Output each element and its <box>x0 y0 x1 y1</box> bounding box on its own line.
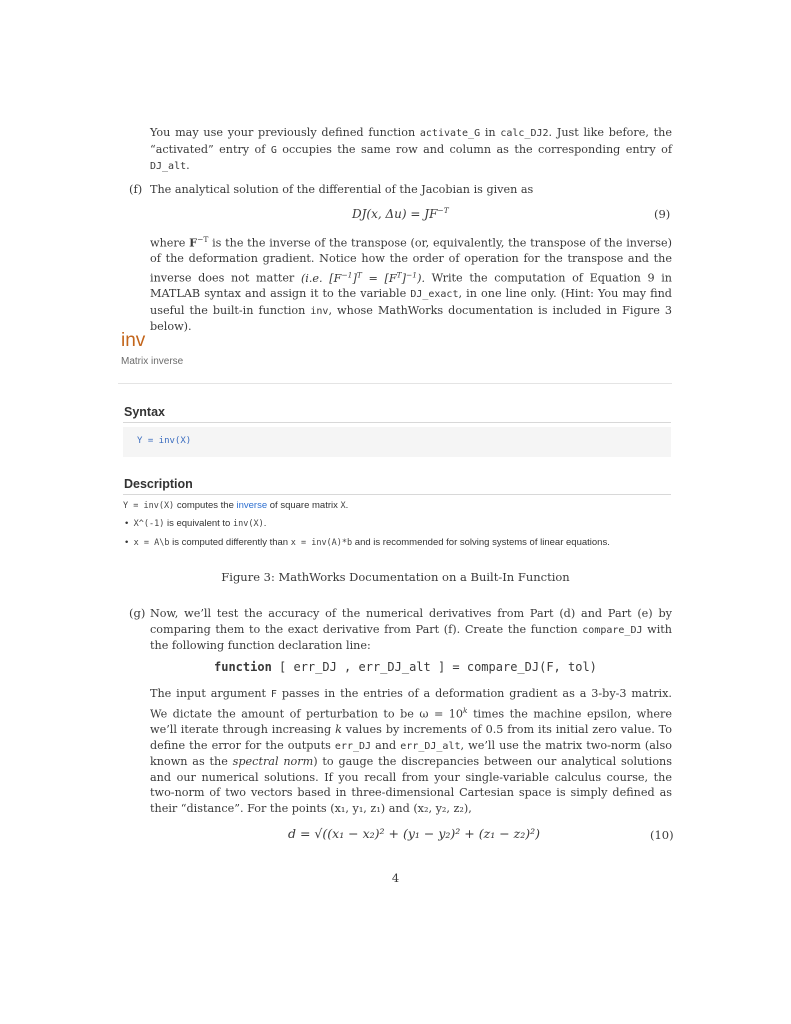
intro-text: in <box>484 126 496 139</box>
part-f-text: where <box>150 236 186 250</box>
bullet-text: is equivalent to <box>164 518 233 529</box>
part-f-intro: The analytical solution of the differential of the Jacobian is given as <box>150 183 534 196</box>
part-g-text: passes in the entries of a deformation gradient as a 3-by-3 matrix. We dictate the amount of perturbation to be ω = 10 <box>150 687 672 721</box>
code-inv: inv <box>310 305 329 317</box>
part-g-text: Now, we’ll test the accuracy of the numerical derivatives from Part (d) and Part (e) by comparing them to the exact derivative from Part (f). Create the function <box>150 607 672 636</box>
description-heading: Description <box>124 477 193 491</box>
intro-text: . Just like before, the “activated” entry of <box>150 126 672 156</box>
exp-k: k <box>463 705 468 715</box>
bullet-text: is computed differently than <box>169 537 291 548</box>
equation-9-exp: −T <box>437 206 449 215</box>
identity-part: = [F <box>361 271 397 285</box>
part-g-intro <box>150 606 672 654</box>
intro-text: . <box>186 159 190 173</box>
syntax-divider <box>123 422 671 423</box>
doc-divider <box>118 383 672 384</box>
exp-minus-t: −T <box>197 235 209 244</box>
equation-9-body: DJ(x, Δu) = JF <box>352 207 438 221</box>
part-f-text: is the the inverse of the transpose (or, equivalently, the transpose of the inverse) of the deformation gradient. Notice how the order of operation for the transpose and the inverse does not matter <box>150 236 673 285</box>
part-g-text: values by increments of 0.5 from its initial zero value. To define the error for the outputs <box>150 722 672 752</box>
part-g-text: and <box>375 738 397 752</box>
identity-part: T <box>356 269 362 279</box>
identity-part: T <box>396 269 402 279</box>
part-g-label: (g) <box>129 606 146 620</box>
equation-10-number: (10) <box>650 828 674 842</box>
function-declaration <box>214 660 597 674</box>
description-divider <box>123 494 671 495</box>
declaration-signature: [ err_DJ , err_DJ_alt ] = compare_DJ(F, tol) <box>271 660 597 674</box>
part-g-text: times the machine epsilon, where we’ll iterate through increasing <box>150 707 672 736</box>
matrix-f: F <box>189 235 198 250</box>
code-f: F <box>270 689 277 700</box>
equation-9-number: (9) <box>654 207 671 221</box>
bullet-text: . <box>263 518 267 529</box>
description-line <box>123 500 348 511</box>
equation-10: d = √((x₁ − x₂)² + (y₁ − y₂)² + (z₁ − z₂)²) <box>288 826 540 841</box>
code-backslash: x = A\b <box>133 538 170 548</box>
identity-part: ] <box>401 271 407 285</box>
description-text: computes the <box>174 500 237 511</box>
inverse-link[interactable]: inverse <box>236 500 268 511</box>
bullet: • <box>125 537 129 548</box>
page-number: 4 <box>391 871 400 885</box>
part-f-text: , in one line only. (Hint: You may find useful the built-in function <box>150 287 672 317</box>
spectral-norm-emphasis: spectral norm <box>232 755 314 769</box>
equation-9 <box>352 206 449 221</box>
part-g-text: , we’ll use the matrix two-norm (also known as the <box>150 738 672 769</box>
code-y-inv-x: Y = inv(X) <box>123 501 175 511</box>
syntax-code-box <box>123 427 671 457</box>
identity-part: ] <box>352 271 357 285</box>
part-g-text: with the following function declaration line: <box>150 622 673 653</box>
inline-identity <box>300 269 425 285</box>
bullet-item <box>125 518 266 529</box>
code-x: X <box>340 501 346 511</box>
code-err-dj-alt: err_DJ_alt <box>400 740 461 752</box>
part-g-body <box>150 686 672 816</box>
part-f-body <box>150 232 672 335</box>
bullet: • <box>125 518 129 529</box>
part-g-text: The input argument <box>150 687 267 700</box>
bullet-item <box>125 537 610 548</box>
part-f-text: Write the computation of Equation 9 in MATLAB syntax and assign it to the variable <box>150 271 672 301</box>
identity-part: −1 <box>406 269 418 279</box>
code-compare-dj: compare_DJ <box>582 624 643 636</box>
identity-part: −1 <box>341 269 353 279</box>
syntax-heading: Syntax <box>124 405 165 419</box>
identity-part: ). <box>417 271 425 285</box>
intro-text: occupies the same row and column as the corresponding entry of <box>282 142 672 156</box>
syntax-code: Y = inv(X) <box>137 436 192 446</box>
code-inv-a-b: x = inv(A)*b <box>290 538 353 548</box>
code-dj-alt: DJ_alt <box>150 161 187 173</box>
doc-title: inv <box>121 330 146 351</box>
code-inv-x: inv(X) <box>232 519 264 529</box>
code-calc-dj2: calc_DJ2 <box>500 128 549 139</box>
bullet-text: and is recommended for solving systems of linear equations. <box>352 537 610 548</box>
code-g: G <box>270 144 277 156</box>
code-err-dj: err_DJ <box>334 740 372 752</box>
keyword-function: function <box>214 660 272 674</box>
var-k: k <box>335 722 342 736</box>
description-text: of square matrix <box>267 500 341 511</box>
figure-caption: Figure 3: MathWorks Documentation on a Built-In Function <box>221 570 570 584</box>
code-x-pow: X^(-1) <box>133 519 165 529</box>
doc-subtitle: Matrix inverse <box>121 356 184 367</box>
identity-part: (i.e. [F <box>300 271 342 285</box>
description-text: . <box>345 500 349 511</box>
part-f-label: (f) <box>129 182 143 196</box>
intro-text: You may use your previously defined function <box>150 126 416 139</box>
intro-paragraph <box>150 125 672 175</box>
code-activate-g: activate_G <box>419 128 481 139</box>
part-g-text: ) to gauge the discrepancies between our analytical solutions and our numerical solutions. If you recall from your single-variable calculus course, the two-norm of two vectors based in three-dimensional Cartesian space is simply defined as their “distance”. For the points (x₁, y₁, z₁) and (x₂, y₂, z₂), <box>150 755 672 815</box>
code-dj-exact: DJ_exact <box>410 289 459 301</box>
part-f-text: , whose MathWorks documentation is included in Figure 3 below). <box>150 303 672 334</box>
